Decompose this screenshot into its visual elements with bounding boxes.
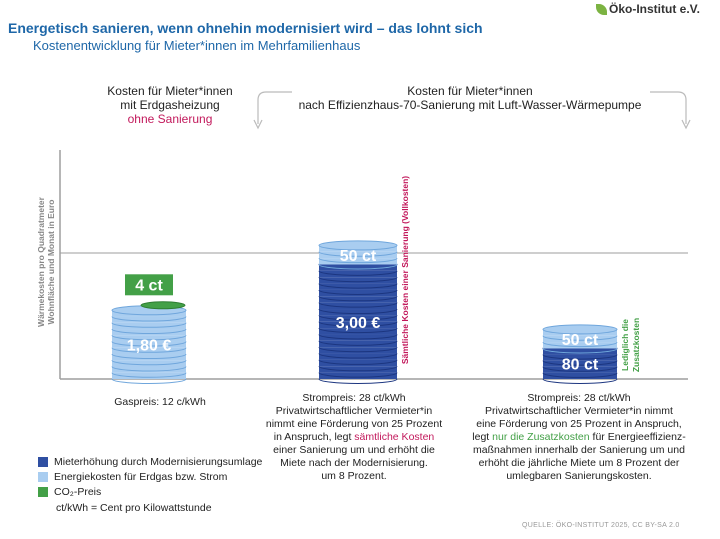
source-note: QUELLE: ÖKO-INSTITUT 2025, CC BY-SA 2.0 xyxy=(522,522,680,529)
caption-extra xyxy=(466,392,692,483)
caption-highlight: sämtliche Kosten xyxy=(354,431,435,443)
caption-text: legt xyxy=(472,431,493,443)
legend-label: Energiekosten für Erdgas bzw. Strom xyxy=(54,471,228,483)
legend-label: CO₂-Preis xyxy=(54,486,102,498)
legend-swatch xyxy=(38,457,48,467)
caption-full xyxy=(248,392,460,483)
y-axis-label-line1: Wärmekosten pro Quadratmeter xyxy=(36,197,46,327)
bar-hp_full-side-label: Sämtliche Kosten einer Sanierung (Vollkosten) xyxy=(400,175,410,365)
legend-swatch xyxy=(38,472,48,482)
group-header-left-line3: ohne Sanierung xyxy=(127,112,213,126)
bar-hp_extra-label-1: 50 ct xyxy=(561,331,599,349)
legend-swatch xyxy=(38,487,48,497)
group-header-right-line1: Kosten für Mieter*innen xyxy=(407,84,533,98)
caption-text: für Energieeffizienz- xyxy=(589,431,686,443)
caption-extra-line: maßnahmen innerhalb der Sanierung um und xyxy=(473,444,685,456)
caption-full-line xyxy=(248,431,460,444)
bar-hp_extra-label-0: 80 ct xyxy=(561,356,599,374)
caption-full-line: Strompreis: 28 ct/kWh xyxy=(302,392,406,404)
caption-gas: Gaspreis: 12 c/kWh xyxy=(114,396,206,408)
footnote: ct/kWh = Cent pro Kilowattstunde xyxy=(56,502,212,514)
caption-highlight: nur die Zusatzkosten xyxy=(492,431,590,443)
caption-full-line: einer Sanierung um und erhöht die xyxy=(273,444,435,456)
group-header-left-line1: Kosten für Mieter*innen xyxy=(107,84,233,98)
caption-extra-line: eine Förderung von 25 Prozent in Anspruch, xyxy=(476,418,682,430)
group-header-right-line2: nach Effizienzhaus-70-Sanierung mit Luft-Wasser-Wärmepumpe xyxy=(298,98,642,112)
legend-item-co2 xyxy=(38,486,101,498)
bar-hp_full-label-1: 50 ct xyxy=(339,247,377,265)
bar-hp_extra-side-label: Zusatzkosten xyxy=(631,317,641,373)
caption-full-line: um 8 Prozent. xyxy=(321,470,387,482)
caption-extra-line: erhöht die jährliche Miete um 8 Prozent der xyxy=(478,457,680,469)
logo-text: Öko-Institut e.V. xyxy=(609,2,700,16)
co2-disc xyxy=(141,302,185,309)
group-bracket xyxy=(258,92,686,124)
bar-gas-label-0: 1,80 € xyxy=(126,337,172,355)
y-axis-label-line2: Wohnfläche und Monat in Euro xyxy=(46,199,56,325)
caption-extra-line: Privatwirtschaftlicher Vermieter*in nimmt xyxy=(485,405,673,417)
bar-gas-segment-1 xyxy=(141,302,185,309)
caption-full-line: Miete nach der Modernisierung. xyxy=(280,457,428,469)
page-title: Energetisch sanieren, wenn ohnehin modernisiert wird – das lohnt sich xyxy=(8,20,483,36)
bar-hp_full-label-0: 3,00 € xyxy=(335,314,381,332)
caption-full-line: nimmt eine Förderung von 25 Prozent xyxy=(265,418,443,430)
caption-full-line: Privatwirtschaftlicher Vermieter*in xyxy=(275,405,433,417)
group-header-left-line2: mit Erdgasheizung xyxy=(120,98,220,112)
legend-label: Mieterhöhung durch Modernisierungsumlage xyxy=(54,456,263,468)
bar-gas-label-1: 4 ct xyxy=(135,277,163,295)
legend-item-modernisierung xyxy=(38,456,262,468)
bar-hp_extra-side-label: Lediglich die xyxy=(620,319,630,371)
caption-text: in Anspruch, legt xyxy=(273,431,355,443)
page-subtitle: Kostenentwicklung für Mieter*innen im Mehrfamilienhaus xyxy=(33,38,361,53)
legend-item-energie xyxy=(38,471,227,483)
caption-extra-line: umlegbaren Sanierungskosten. xyxy=(506,470,652,482)
caption-extra-line xyxy=(466,431,692,444)
caption-extra-line: Strompreis: 28 ct/kWh xyxy=(527,392,631,404)
